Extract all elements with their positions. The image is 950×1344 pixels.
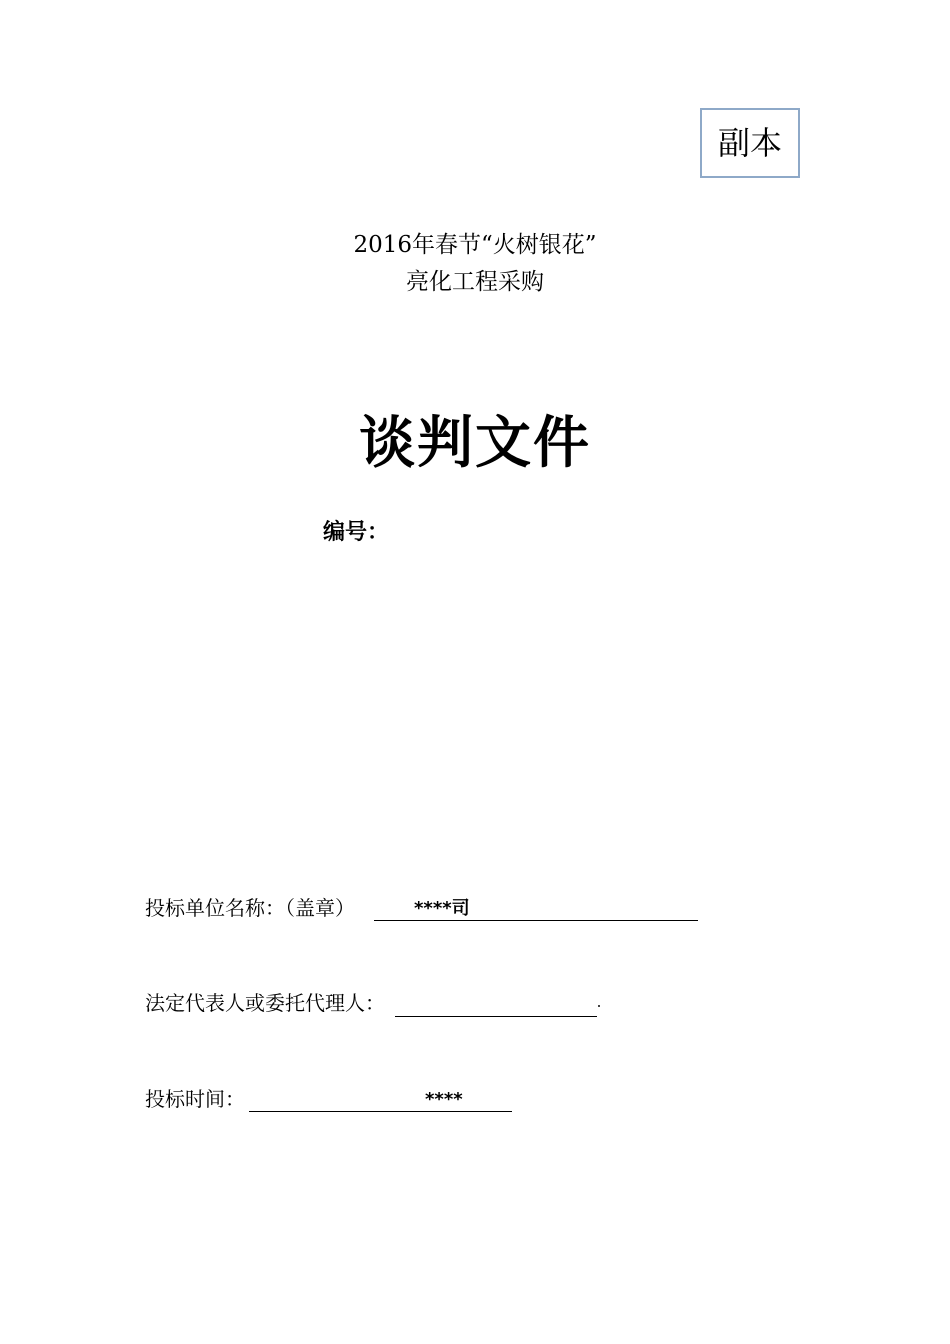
bid-time-label: 投标时间： — [145, 1087, 245, 1111]
project-title-line-1: 2016年春节“火树银花” — [353, 232, 597, 258]
copy-badge-label: 副本 — [717, 124, 782, 162]
bid-time-value: **** — [425, 1089, 463, 1110]
copy-badge — [700, 108, 800, 178]
bid-time-field[interactable] — [249, 1088, 512, 1112]
project-title-line-2: 亮化工程采购 — [406, 269, 544, 295]
bidder-name-label: 投标单位名称：（盖章） — [145, 896, 355, 920]
bidder-name-value: ****司 — [414, 898, 470, 919]
serial-number-label: 编号： — [323, 520, 390, 545]
trailing-dot — [598, 1005, 600, 1007]
bidder-name-field[interactable] — [374, 897, 698, 921]
representative-label: 法定代表人或委托代理人： — [145, 991, 385, 1015]
document-heading: 谈判文件 — [359, 411, 591, 476]
representative-field[interactable] — [395, 993, 597, 1017]
